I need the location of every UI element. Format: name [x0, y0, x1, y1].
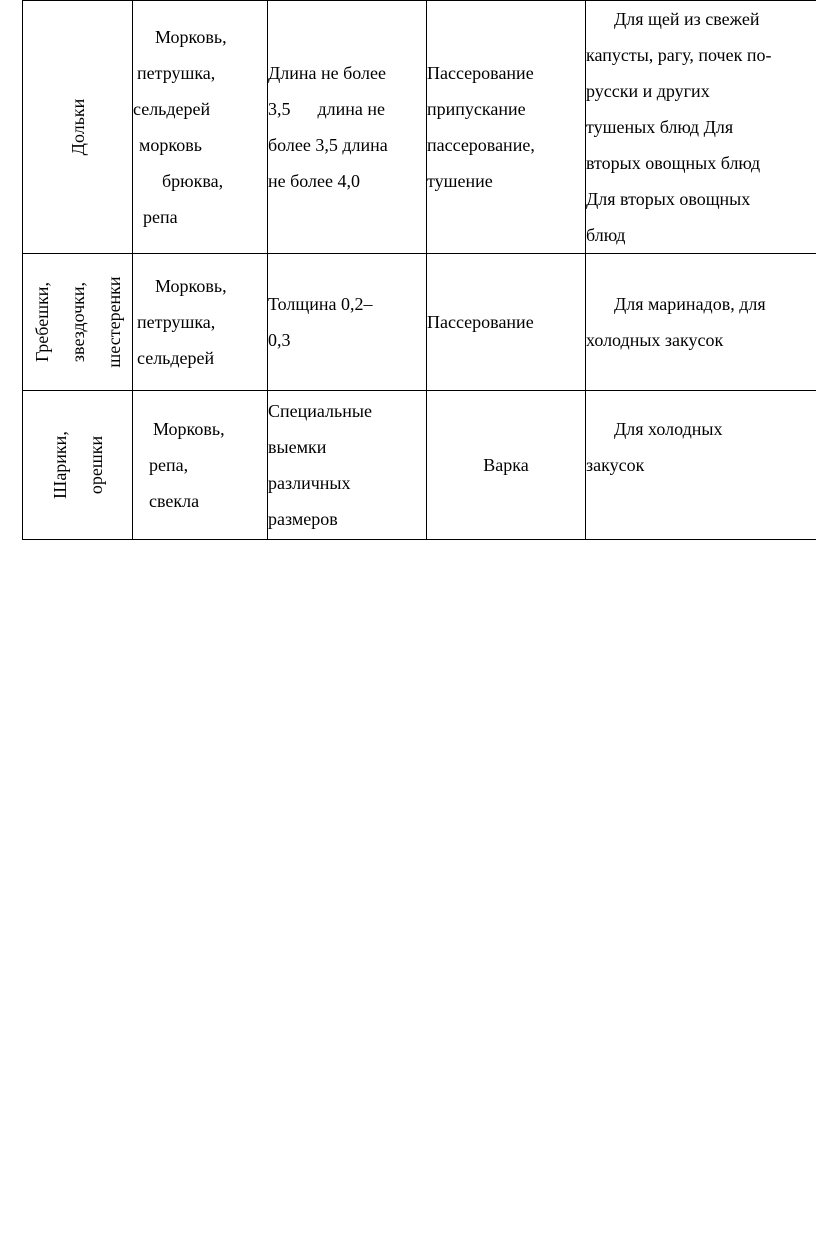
- size-line: размеров: [268, 509, 338, 529]
- usage-cell: [586, 1, 816, 254]
- cut-name: Гребешки,: [31, 282, 52, 362]
- processing-line: Пассерование: [427, 312, 534, 332]
- size-line: выемки: [268, 437, 327, 457]
- vegetable-line: Морковь,: [153, 419, 225, 439]
- usage-cell: [586, 391, 816, 540]
- cut-name: Дольки: [67, 98, 88, 156]
- usage-line: тушеных блюд Для: [586, 117, 734, 137]
- size-line: 0,3: [268, 330, 291, 350]
- usage-line: Для щей из свежей: [614, 9, 760, 29]
- size-line: более 3,5 длина: [268, 135, 388, 155]
- vegetables-cell: [133, 1, 268, 254]
- size-line: Длина не более: [268, 63, 387, 83]
- size-cell: [268, 391, 427, 540]
- processing-line: Пассерование: [427, 63, 534, 83]
- processing-line: пассерование,: [427, 135, 535, 155]
- processing-cell: [427, 254, 586, 391]
- size-line: Специальные: [268, 401, 372, 421]
- cut-name-cell: [23, 391, 133, 540]
- table-row: [23, 254, 816, 391]
- usage-line: Для маринадов, для: [614, 294, 766, 314]
- cut-name: шестеренки: [103, 276, 124, 368]
- vegetable-cuts-table: [22, 0, 816, 540]
- processing-line: тушение: [427, 171, 493, 191]
- usage-line: капусты, рагу, почек по-: [586, 45, 772, 65]
- cut-name: звездочки,: [67, 281, 88, 363]
- usage-line: русски и других: [586, 81, 710, 101]
- table-row: [23, 391, 816, 540]
- table-row: [23, 1, 816, 254]
- cut-name: орешки: [85, 435, 106, 495]
- vegetable-line: репа,: [149, 455, 189, 475]
- usage-cell: [586, 254, 816, 391]
- usage-line: Для холодных: [614, 419, 723, 439]
- processing-cell: [427, 1, 586, 254]
- processing-line: Варка: [483, 455, 529, 475]
- usage-line: блюд: [586, 225, 626, 245]
- cut-name-cell: [23, 254, 133, 391]
- vegetable-line: сельдерей: [137, 348, 215, 368]
- size-line: 3,5 длина не: [268, 99, 386, 119]
- size-line: Толщина 0,2–: [268, 294, 373, 314]
- vegetable-line: морковь: [139, 135, 202, 155]
- usage-line: закусок: [586, 455, 645, 475]
- usage-line: вторых овощных блюд: [586, 153, 761, 173]
- vegetable-line: сельдерей: [133, 99, 211, 119]
- size-cell: [268, 254, 427, 391]
- cut-name-cell: [23, 1, 133, 254]
- processing-line: припускание: [427, 99, 526, 119]
- vegetables-cell: [133, 391, 268, 540]
- usage-line: холодных закусок: [586, 330, 724, 350]
- vegetable-line: петрушка,: [137, 312, 216, 332]
- vegetable-line: брюква,: [162, 171, 224, 191]
- cut-name: Шарики,: [49, 431, 70, 499]
- vegetable-line: репа: [143, 207, 178, 227]
- size-line: различных: [268, 473, 351, 493]
- usage-line: Для вторых овощных: [586, 189, 751, 209]
- size-line: не более 4,0: [268, 171, 361, 191]
- vegetable-line: петрушка,: [137, 63, 216, 83]
- processing-cell: [427, 391, 586, 540]
- vegetable-line: свекла: [149, 491, 200, 511]
- vegetable-line: Морковь,: [155, 27, 227, 47]
- vegetable-line: Морковь,: [155, 276, 227, 296]
- vegetables-cell: [133, 254, 268, 391]
- size-cell: [268, 1, 427, 254]
